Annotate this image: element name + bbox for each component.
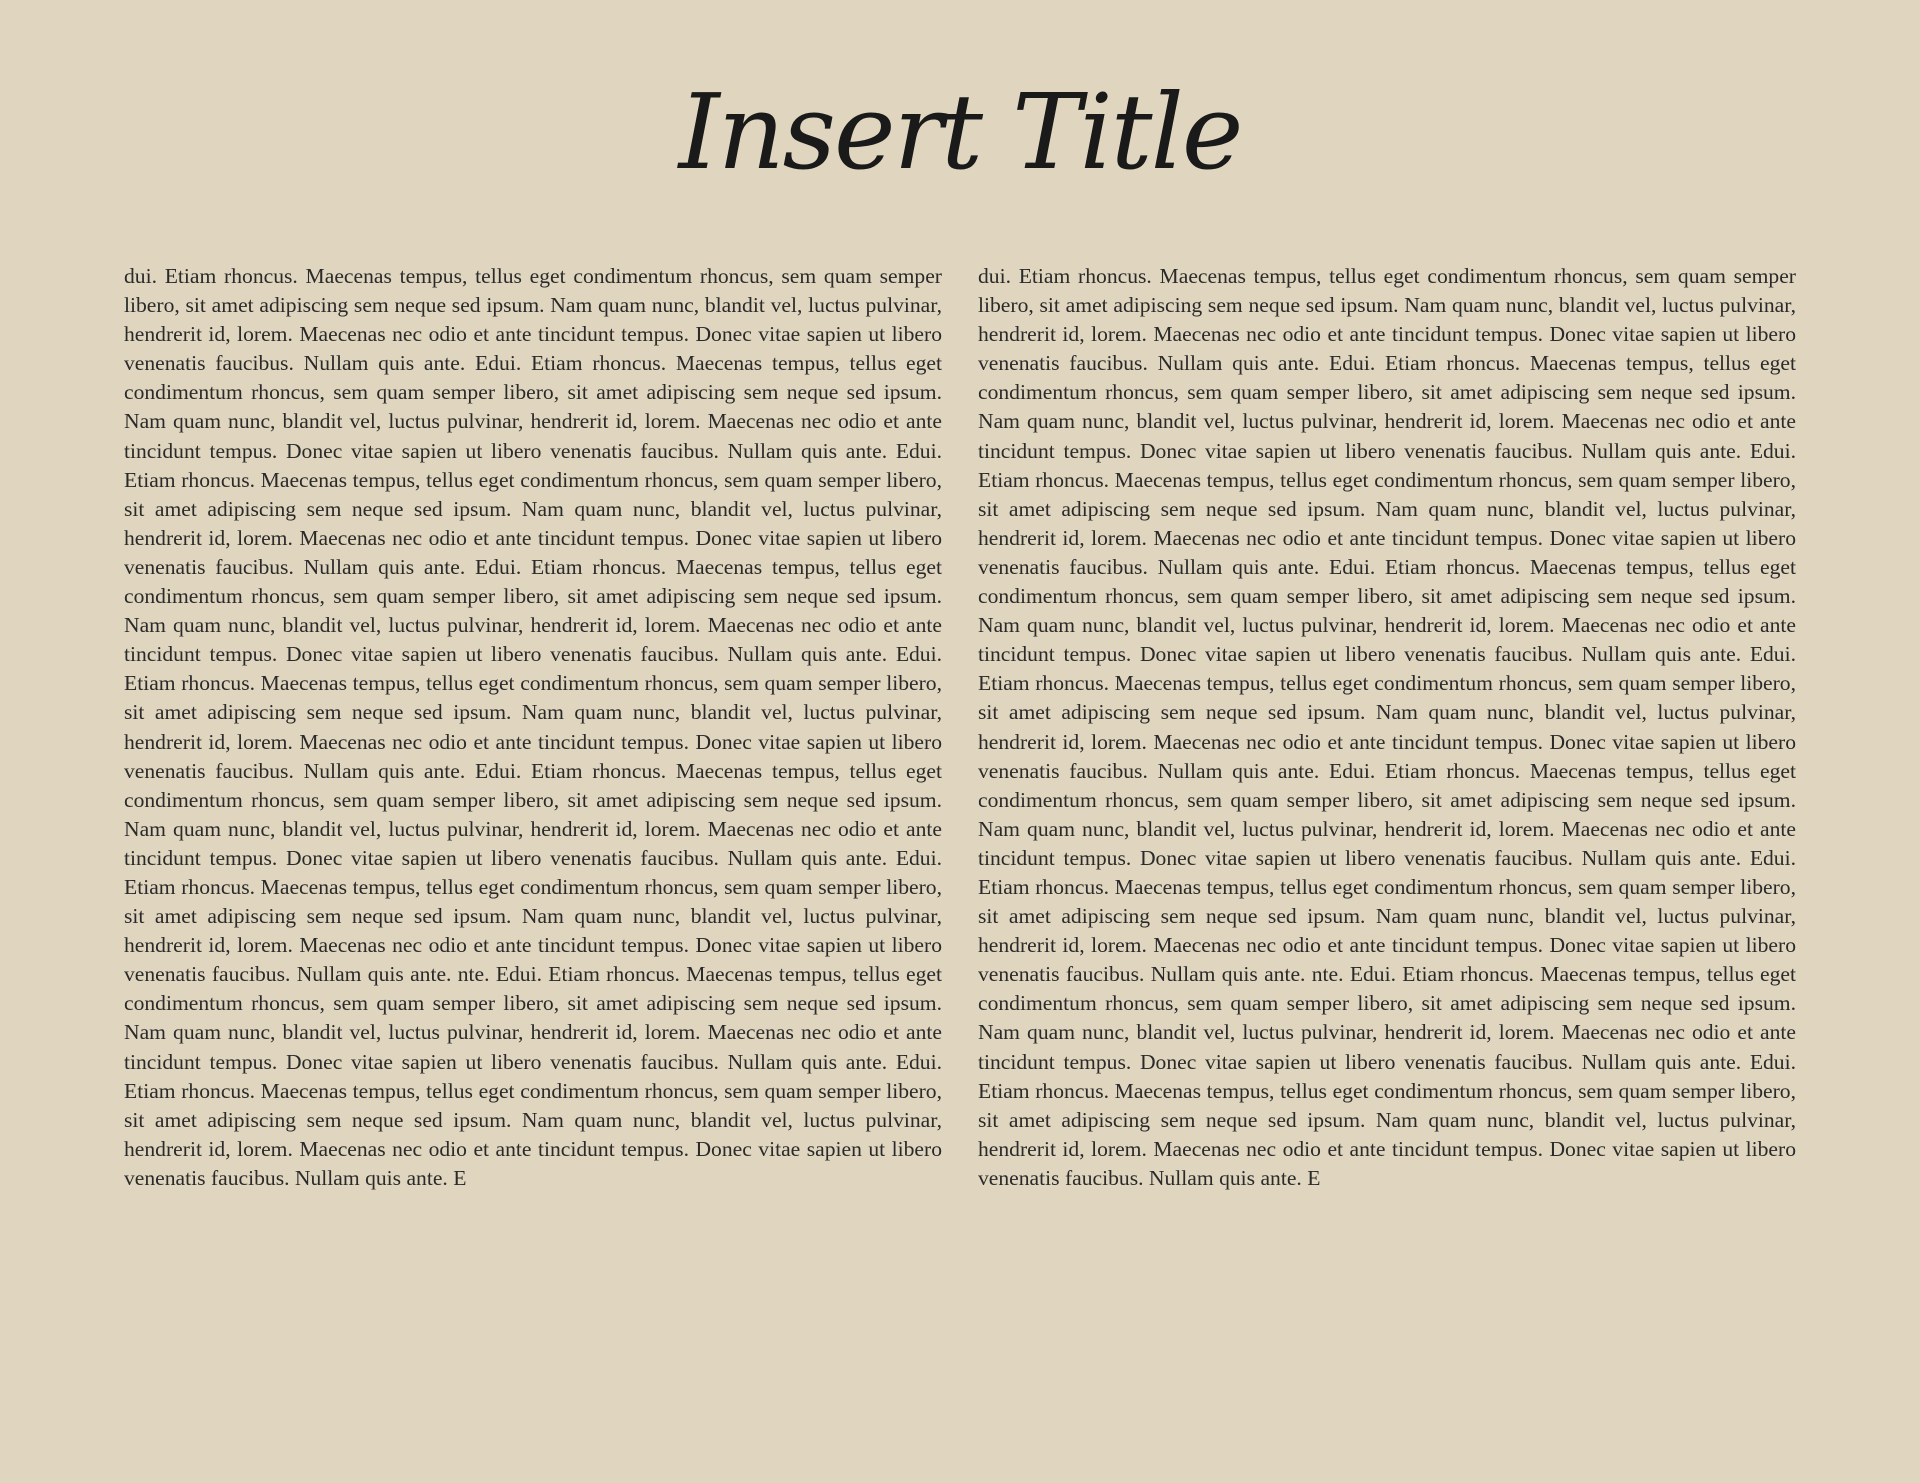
- text-column-left: dui. Etiam rhoncus. Maecenas tempus, tellus eget condimentum rhoncus, sem quam semper libero, sit amet adipiscing sem neque sed ipsum. Nam quam nunc, blandit vel, luctus pulvinar, hendrerit id, lorem. Maecenas nec odio et ante tincidunt tempus. Donec vitae sapien ut libero venenatis faucibus. Nullam quis ante. Edui. Etiam rhoncus. Maecenas tempus, tellus eget condimentum rhoncus, sem quam semper libero, sit amet adipiscing sem neque sed ipsum. Nam quam nunc, blandit vel, luctus pulvinar, hendrerit id, lorem. Maecenas nec odio et ante tincidunt tempus. Donec vitae sapien ut libero venenatis faucibus. Nullam quis ante. Edui. Etiam rhoncus. Maecenas tempus, tellus eget condimentum rhoncus, sem quam semper libero, sit amet adipiscing sem neque sed ipsum. Nam quam nunc, blandit vel, luctus pulvinar, hendrerit id, lorem. Maecenas nec odio et ante tincidunt tempus. Donec vitae sapien ut libero venenatis faucibus. Nullam quis ante. Edui. Etiam rhoncus. Maecenas tempus, tellus eget condimentum rhoncus, sem quam semper libero, sit amet adipiscing sem neque sed ipsum. Nam quam nunc, blandit vel, luctus pulvinar, hendrerit id, lorem. Maecenas nec odio et ante tincidunt tempus. Donec vitae sapien ut libero venenatis faucibus. Nullam quis ante. Edui. Etiam rhoncus. Maecenas tempus, tellus eget condimentum rhoncus, sem quam semper libero, sit amet adipiscing sem neque sed ipsum. Nam quam nunc, blandit vel, luctus pulvinar, hendrerit id, lorem. Maecenas nec odio et ante tincidunt tempus. Donec vitae sapien ut libero venenatis faucibus. Nullam quis ante. Edui. Etiam rhoncus. Maecenas tempus, tellus eget condimentum rhoncus, sem quam semper libero, sit amet adipiscing sem neque sed ipsum. Nam quam nunc, blandit vel, luctus pulvinar, hendrerit id, lorem. Maecenas nec odio et ante tincidunt tempus. Donec vitae sapien ut libero venenatis faucibus. Nullam quis ante. Edui. Etiam rhoncus. Maecenas tempus, tellus eget condimentum rhoncus, sem quam semper libero, sit amet adipiscing sem neque sed ipsum. Nam quam nunc, blandit vel, luctus pulvinar, hendrerit id, lorem. Maecenas nec odio et ante tincidunt tempus. Donec vitae sapien ut libero venenatis faucibus. Nullam quis ante. nte. Edui. Etiam rhoncus. Maecenas tempus, tellus eget condimentum rhoncus, sem quam semper libero, sit amet adipiscing sem neque sed ipsum. Nam quam nunc, blandit vel, luctus pulvinar, hendrerit id, lorem. Maecenas nec odio et ante tincidunt tempus. Donec vitae sapien ut libero venenatis faucibus. Nullam quis ante. Edui. Etiam rhoncus. Maecenas tempus, tellus eget condimentum rhoncus, sem quam semper libero, sit amet adipiscing sem neque sed ipsum. Nam quam nunc, blandit vel, luctus pulvinar, hendrerit id, lorem. Maecenas nec odio et ante tincidunt tempus. Donec vitae sapien ut libero venenatis faucibus. Nullam quis ante. E: [124, 264, 942, 1190]
- page-title: Insert Title: [678, 71, 1242, 193]
- text-column-right: dui. Etiam rhoncus. Maecenas tempus, tellus eget condimentum rhoncus, sem quam semper libero, sit amet adipiscing sem neque sed ipsum. Nam quam nunc, blandit vel, luctus pulvinar, hendrerit id, lorem. Maecenas nec odio et ante tincidunt tempus. Donec vitae sapien ut libero venenatis faucibus. Nullam quis ante. Edui. Etiam rhoncus. Maecenas tempus, tellus eget condimentum rhoncus, sem quam semper libero, sit amet adipiscing sem neque sed ipsum. Nam quam nunc, blandit vel, luctus pulvinar, hendrerit id, lorem. Maecenas nec odio et ante tincidunt tempus. Donec vitae sapien ut libero venenatis faucibus. Nullam quis ante. Edui. Etiam rhoncus. Maecenas tempus, tellus eget condimentum rhoncus, sem quam semper libero, sit amet adipiscing sem neque sed ipsum. Nam quam nunc, blandit vel, luctus pulvinar, hendrerit id, lorem. Maecenas nec odio et ante tincidunt tempus. Donec vitae sapien ut libero venenatis faucibus. Nullam quis ante. Edui. Etiam rhoncus. Maecenas tempus, tellus eget condimentum rhoncus, sem quam semper libero, sit amet adipiscing sem neque sed ipsum. Nam quam nunc, blandit vel, luctus pulvinar, hendrerit id, lorem. Maecenas nec odio et ante tincidunt tempus. Donec vitae sapien ut libero venenatis faucibus. Nullam quis ante. Edui. Etiam rhoncus. Maecenas tempus, tellus eget condimentum rhoncus, sem quam semper libero, sit amet adipiscing sem neque sed ipsum. Nam quam nunc, blandit vel, luctus pulvinar, hendrerit id, lorem. Maecenas nec odio et ante tincidunt tempus. Donec vitae sapien ut libero venenatis faucibus. Nullam quis ante. Edui. Etiam rhoncus. Maecenas tempus, tellus eget condimentum rhoncus, sem quam semper libero, sit amet adipiscing sem neque sed ipsum. Nam quam nunc, blandit vel, luctus pulvinar, hendrerit id, lorem. Maecenas nec odio et ante tincidunt tempus. Donec vitae sapien ut libero venenatis faucibus. Nullam quis ante. Edui. Etiam rhoncus. Maecenas tempus, tellus eget condimentum rhoncus, sem quam semper libero, sit amet adipiscing sem neque sed ipsum. Nam quam nunc, blandit vel, luctus pulvinar, hendrerit id, lorem. Maecenas nec odio et ante tincidunt tempus. Donec vitae sapien ut libero venenatis faucibus. Nullam quis ante. nte. Edui. Etiam rhoncus. Maecenas tempus, tellus eget condimentum rhoncus, sem quam semper libero, sit amet adipiscing sem neque sed ipsum. Nam quam nunc, blandit vel, luctus pulvinar, hendrerit id, lorem. Maecenas nec odio et ante tincidunt tempus. Donec vitae sapien ut libero venenatis faucibus. Nullam quis ante. Edui. Etiam rhoncus. Maecenas tempus, tellus eget condimentum rhoncus, sem quam semper libero, sit amet adipiscing sem neque sed ipsum. Nam quam nunc, blandit vel, luctus pulvinar, hendrerit id, lorem. Maecenas nec odio et ante tincidunt tempus. Donec vitae sapien ut libero venenatis faucibus. Nullam quis ante. E: [978, 264, 1796, 1190]
